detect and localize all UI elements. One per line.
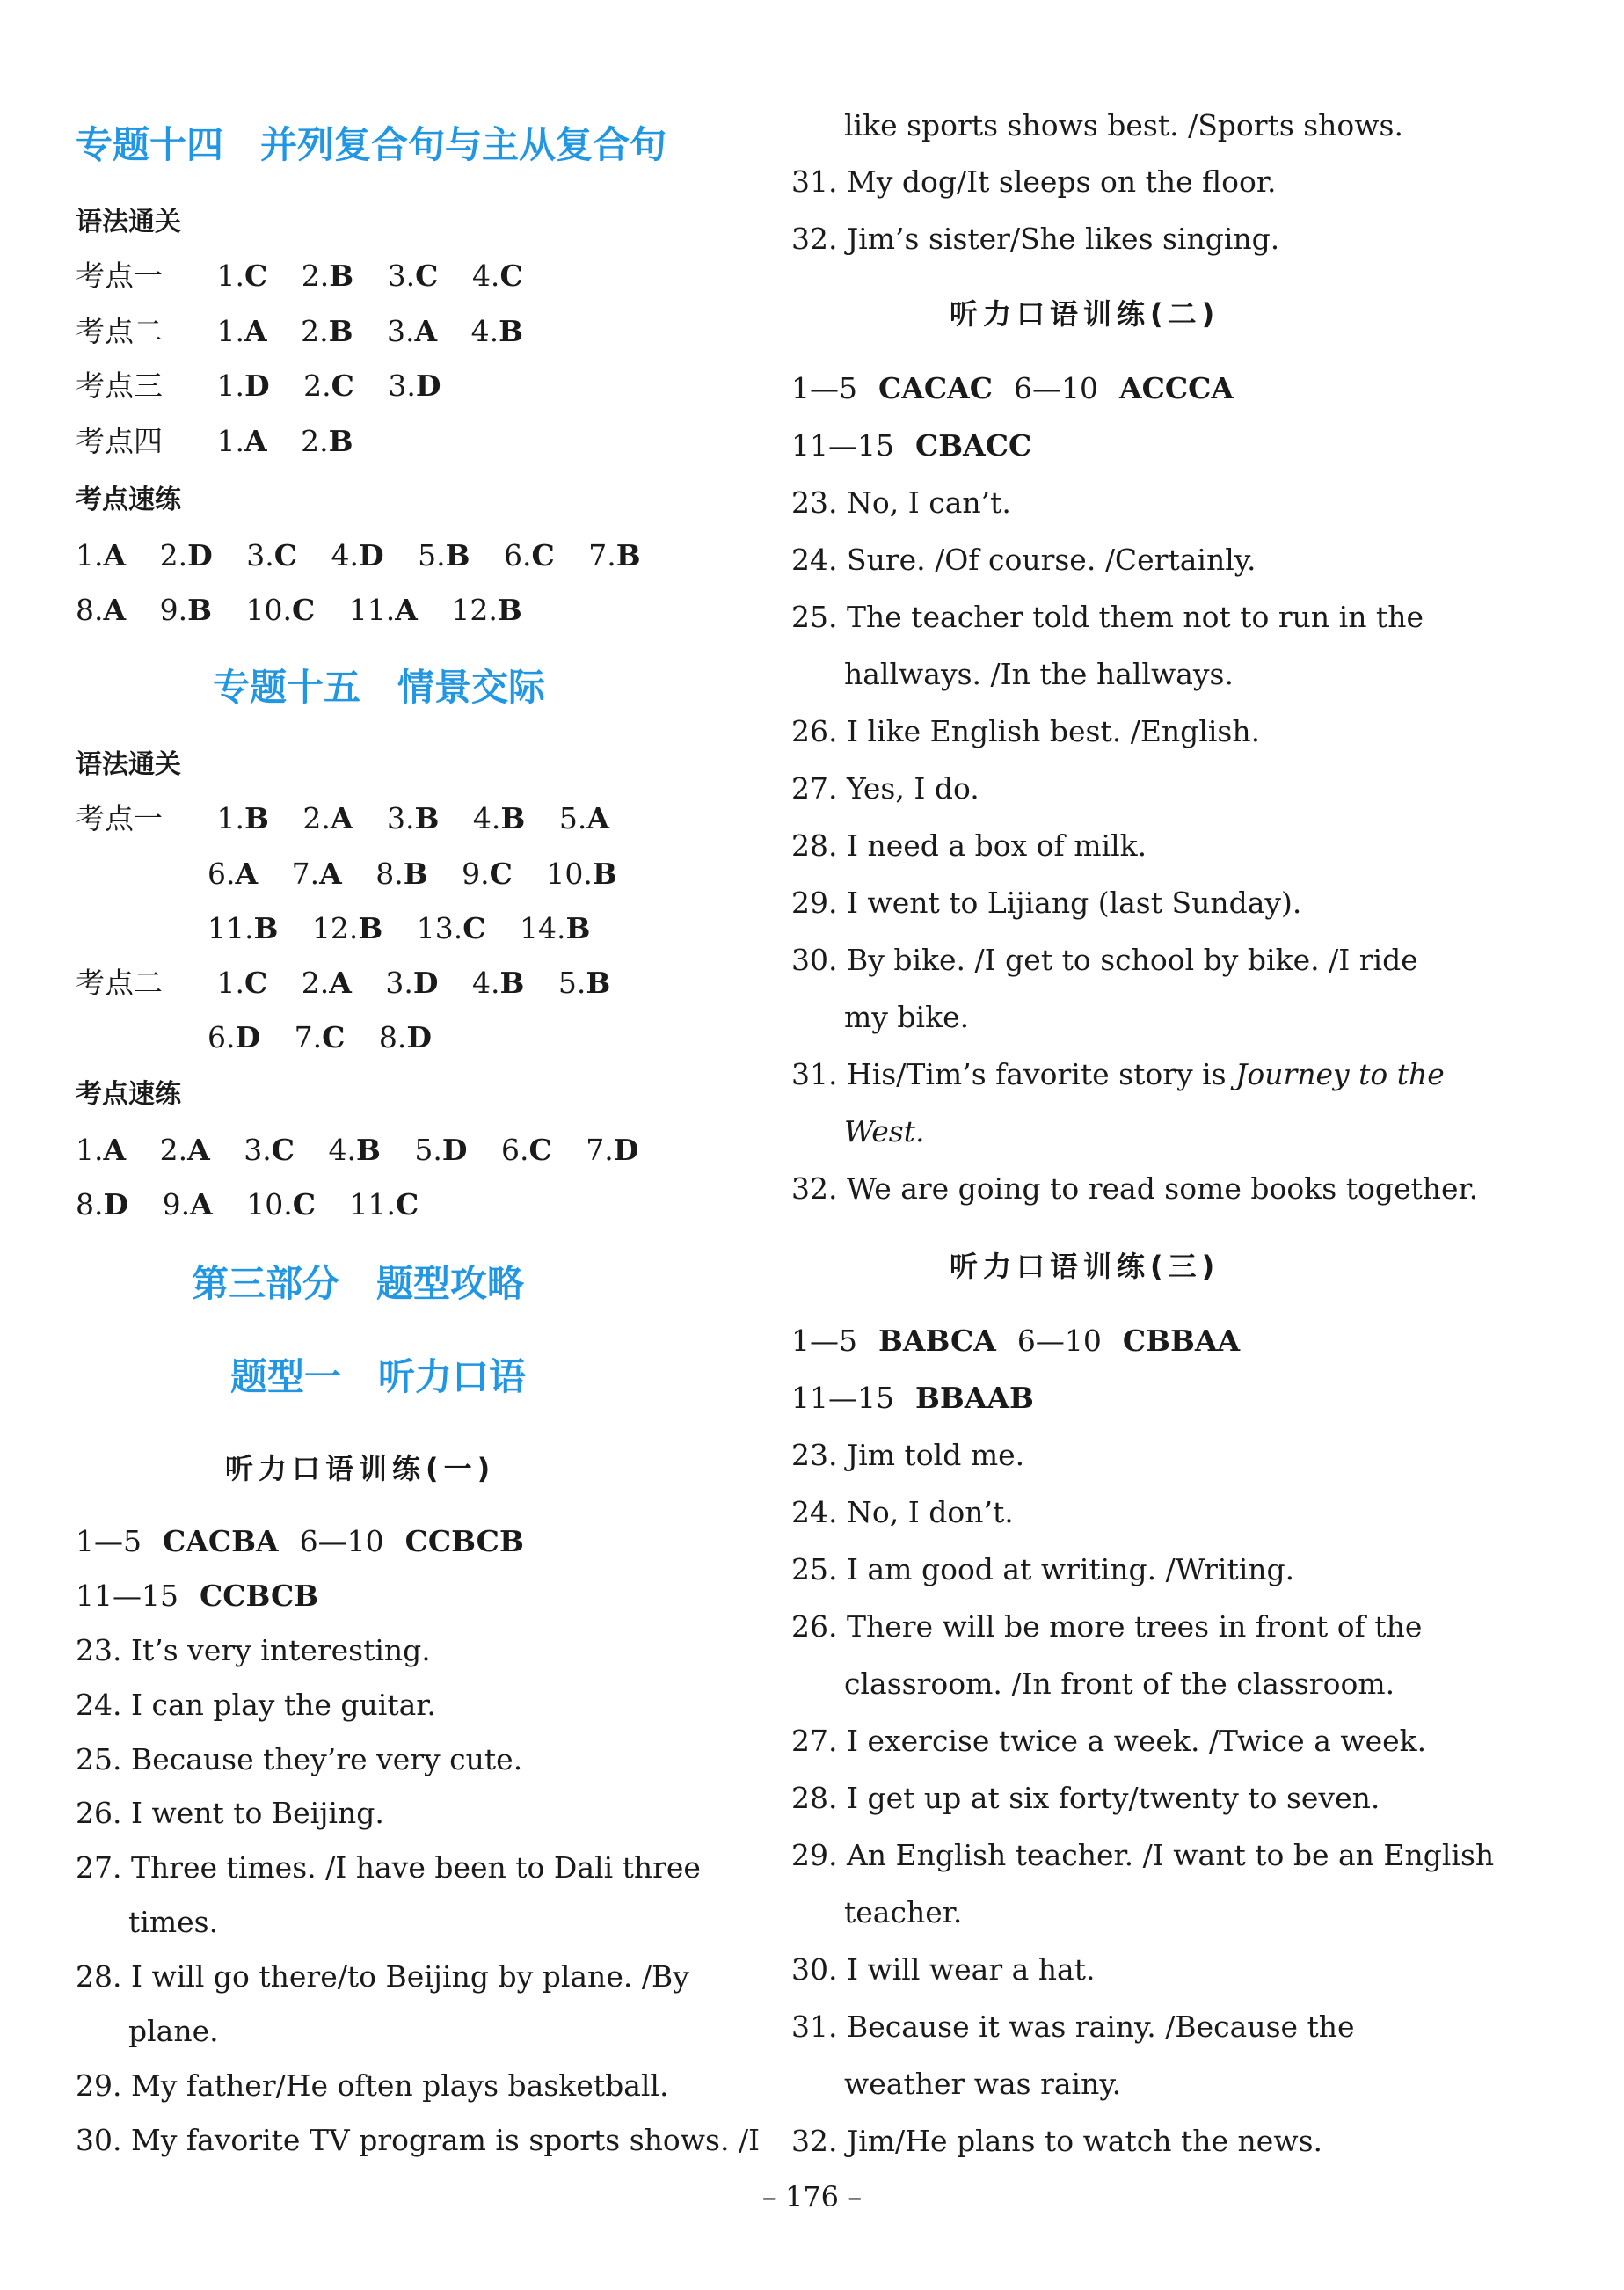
answer: 14.B bbox=[520, 911, 591, 945]
answer: 3.C bbox=[387, 259, 439, 293]
answer: 9.C bbox=[462, 857, 513, 891]
t2-answer-28: 28. I need a box of milk. bbox=[791, 828, 1147, 863]
answer: 2.B bbox=[301, 424, 353, 458]
s14-point-1 bbox=[76, 257, 548, 295]
s15-point-1-row2 bbox=[76, 855, 642, 893]
answer: 10.C bbox=[245, 593, 316, 627]
t1-answer-32: 32. Jim’s sister/She likes singing. bbox=[791, 222, 1280, 256]
answer: 11.C bbox=[349, 1187, 419, 1222]
t2-answer-26: 26. I like English best. /English. bbox=[791, 714, 1261, 748]
answer: 11.A bbox=[348, 593, 418, 627]
train3-title: 听力口语训练(三) bbox=[950, 1250, 1220, 1283]
t2-row1: 1—5 CACAC 6—10 ACCCA bbox=[791, 371, 1234, 405]
t1-answer-25: 25. Because they’re very cute. bbox=[76, 1742, 523, 1776]
t2-answer-23: 23. No, I can’t. bbox=[791, 485, 1011, 520]
t1-answer-29: 29. My father/He often plays basketball. bbox=[76, 2068, 669, 2103]
t3-answer-27: 27. I exercise twice a week. /Twice a week. bbox=[791, 1724, 1427, 1758]
point-label: 考点二 bbox=[76, 314, 163, 348]
answer: 1.C bbox=[216, 966, 268, 1000]
t1-answer-28-cont: plane. bbox=[128, 2014, 219, 2048]
section14-title: 专题十四 并列复合句与主从复合句 bbox=[76, 123, 667, 166]
s15-drill-row2 bbox=[76, 1185, 443, 1224]
answer: 9.A bbox=[162, 1187, 213, 1222]
t3-answer-23: 23. Jim told me. bbox=[791, 1438, 1025, 1472]
answer: 3.C bbox=[244, 1133, 295, 1167]
s15-point-2-row1 bbox=[76, 964, 635, 1003]
t3-answer-31: 31. Because it was rainy. /Because the bbox=[791, 2009, 1355, 2044]
answer: 5.B bbox=[418, 538, 470, 572]
answer: 2.B bbox=[301, 314, 353, 348]
answer: 4.D bbox=[331, 538, 384, 572]
answer: 4.B bbox=[328, 1133, 381, 1167]
t3-answer-26: 26. There will be more trees in front of the bbox=[791, 1609, 1423, 1644]
answer: 5.B bbox=[557, 966, 611, 1000]
answer: 1.B bbox=[216, 801, 269, 835]
t2-answer-27: 27. Yes, I do. bbox=[791, 771, 979, 806]
s14-point-3 bbox=[76, 367, 466, 405]
answer: 3.B bbox=[387, 801, 440, 835]
t2-answer-31: 31. His/Tim’s favorite story is Journey to the bbox=[791, 1057, 1445, 1091]
answer: 13.C bbox=[416, 911, 486, 945]
s15-point-1-row3 bbox=[76, 909, 615, 948]
s14-drill-row2 bbox=[76, 591, 547, 630]
t1-answer-27-cont: times. bbox=[128, 1905, 219, 1939]
t2-answer-25-cont: hallways. /In the hallways. bbox=[844, 657, 1234, 691]
answer: 1.A bbox=[216, 424, 267, 458]
answer: 7.C bbox=[294, 1020, 346, 1054]
answer: 6.C bbox=[504, 538, 555, 572]
t2-answer-24: 24. Sure. /Of course. /Certainly. bbox=[791, 543, 1256, 577]
answer: 6.C bbox=[501, 1133, 552, 1167]
t2-answer-31-cont: West. bbox=[844, 1114, 925, 1149]
answer: 1.C bbox=[216, 259, 268, 293]
t3-row2: 11—15 BBAAB bbox=[791, 1381, 1034, 1415]
answer: 4.B bbox=[470, 314, 524, 348]
answer: 7.D bbox=[586, 1133, 639, 1167]
part3-title: 第三部分 题型攻略 bbox=[192, 1262, 525, 1305]
t1-row1: 1—5 CACBA 6—10 CCBCB bbox=[76, 1524, 524, 1558]
answer: 6.D bbox=[208, 1020, 261, 1054]
t3-answer-24: 24. No, I don’t. bbox=[791, 1495, 1014, 1529]
answer: 2.C bbox=[303, 368, 354, 403]
t1-answer-31: 31. My dog/It sleeps on the floor. bbox=[791, 164, 1277, 199]
t2-answer-32: 32. We are going to read some books together. bbox=[791, 1171, 1479, 1206]
answer: 7.B bbox=[588, 538, 641, 572]
section14-grammar-head: 语法通关 bbox=[76, 207, 181, 237]
t1-answer-26: 26. I went to Beijing. bbox=[76, 1796, 384, 1830]
point-label: 考点二 bbox=[76, 966, 163, 1000]
answer: 1.A bbox=[76, 1133, 127, 1167]
answer: 10.B bbox=[546, 857, 617, 891]
answer: 4.C bbox=[471, 259, 523, 293]
answer: 4.B bbox=[472, 801, 526, 835]
answer: 8.D bbox=[76, 1187, 129, 1222]
answer: 2.A bbox=[301, 966, 352, 1000]
answer: 2.B bbox=[301, 259, 354, 293]
type1-title: 题型一 听力口语 bbox=[230, 1355, 527, 1398]
answer: 8.B bbox=[375, 857, 428, 891]
answer: 8.A bbox=[76, 593, 127, 627]
train1-title: 听力口语训练(一) bbox=[225, 1452, 496, 1485]
s14-drill-row1 bbox=[76, 536, 666, 575]
answer: 10.C bbox=[246, 1187, 316, 1222]
t2-answer-29: 29. I went to Lijiang (last Sunday). bbox=[791, 886, 1302, 920]
answer: 1.A bbox=[76, 538, 127, 572]
t3-answer-25: 25. I am good at writing. /Writing. bbox=[791, 1552, 1295, 1586]
t3-answer-32: 32. Jim/He plans to watch the news. bbox=[791, 2124, 1323, 2158]
answer: 2.A bbox=[159, 1133, 210, 1167]
t2-row2: 11—15 CBACC bbox=[791, 428, 1032, 463]
point-label: 考点一 bbox=[76, 801, 163, 835]
answer: 3.D bbox=[388, 368, 441, 403]
point-label: 考点四 bbox=[76, 424, 163, 458]
t1-row2: 11—15 CCBCB bbox=[76, 1579, 319, 1613]
t1-answer-23: 23. It’s very interesting. bbox=[76, 1633, 431, 1667]
t2-answer-30-cont: my bike. bbox=[844, 1000, 970, 1034]
answer: 3.A bbox=[387, 314, 438, 348]
t3-answer-26-cont: classroom. /In front of the classroom. bbox=[844, 1666, 1395, 1701]
t1-answer-27: 27. Three times. /I have been to Dali three bbox=[76, 1850, 701, 1885]
answer: 9.B bbox=[159, 593, 213, 627]
answer: 8.D bbox=[378, 1020, 433, 1054]
answer: 4.B bbox=[472, 966, 525, 1000]
answer: 6.A bbox=[208, 857, 259, 891]
answer: 3.D bbox=[385, 966, 439, 1000]
answer: 1.A bbox=[216, 314, 267, 348]
answer: 12.B bbox=[311, 911, 383, 945]
answer: 5.A bbox=[558, 801, 609, 835]
t2-answer-30: 30. By bike. /I get to school by bike. /I ride bbox=[791, 943, 1418, 977]
t3-row1: 1—5 BABCA 6—10 CBBAA bbox=[791, 1324, 1241, 1358]
t3-answer-29: 29. An English teacher. /I want to be an English bbox=[791, 1838, 1495, 1872]
t3-answer-28: 28. I get up at six forty/twenty to seven. bbox=[791, 1781, 1380, 1815]
answer: 7.A bbox=[291, 857, 342, 891]
section15-drill-head: 考点速练 bbox=[76, 1079, 181, 1110]
answer: 1.D bbox=[216, 368, 270, 403]
answer: 11.B bbox=[208, 911, 279, 945]
t2-answer-25: 25. The teacher told them not to run in the bbox=[791, 600, 1424, 634]
t1-answer-24: 24. I can play the guitar. bbox=[76, 1688, 436, 1722]
point-label: 考点三 bbox=[76, 368, 163, 403]
s15-point-2-row2 bbox=[76, 1018, 456, 1057]
train2-title: 听力口语训练(二) bbox=[950, 297, 1220, 331]
t3-answer-31-cont: weather was rainy. bbox=[844, 2067, 1122, 2101]
s14-point-2 bbox=[76, 312, 548, 351]
section15-grammar-head: 语法通关 bbox=[76, 749, 181, 780]
answer: 3.C bbox=[246, 538, 297, 572]
section15-title: 专题十五 情景交际 bbox=[213, 666, 546, 709]
t1-answer-28: 28. I will go there/to Beijing by plane. /By bbox=[76, 1959, 689, 1994]
s15-drill-row1 bbox=[76, 1131, 663, 1170]
t1-answer-30: 30. My favorite TV program is sports shows. /I bbox=[76, 2123, 761, 2157]
t3-answer-29-cont: teacher. bbox=[844, 1895, 963, 1929]
s15-point-1-row1 bbox=[76, 799, 634, 838]
page-number: – 176 – bbox=[761, 2180, 863, 2213]
answer: 5.D bbox=[414, 1133, 468, 1167]
answer: 2.A bbox=[302, 801, 353, 835]
answer: 12.B bbox=[451, 593, 522, 627]
point-label: 考点一 bbox=[76, 259, 163, 293]
t3-answer-30: 30. I will wear a hat. bbox=[791, 1952, 1096, 1987]
section14-drill-head: 考点速练 bbox=[76, 485, 181, 515]
t1-answer-30-cont: like sports shows best. /Sports shows. bbox=[844, 108, 1403, 142]
answer: 2.D bbox=[159, 538, 213, 572]
s14-point-4 bbox=[76, 422, 378, 461]
